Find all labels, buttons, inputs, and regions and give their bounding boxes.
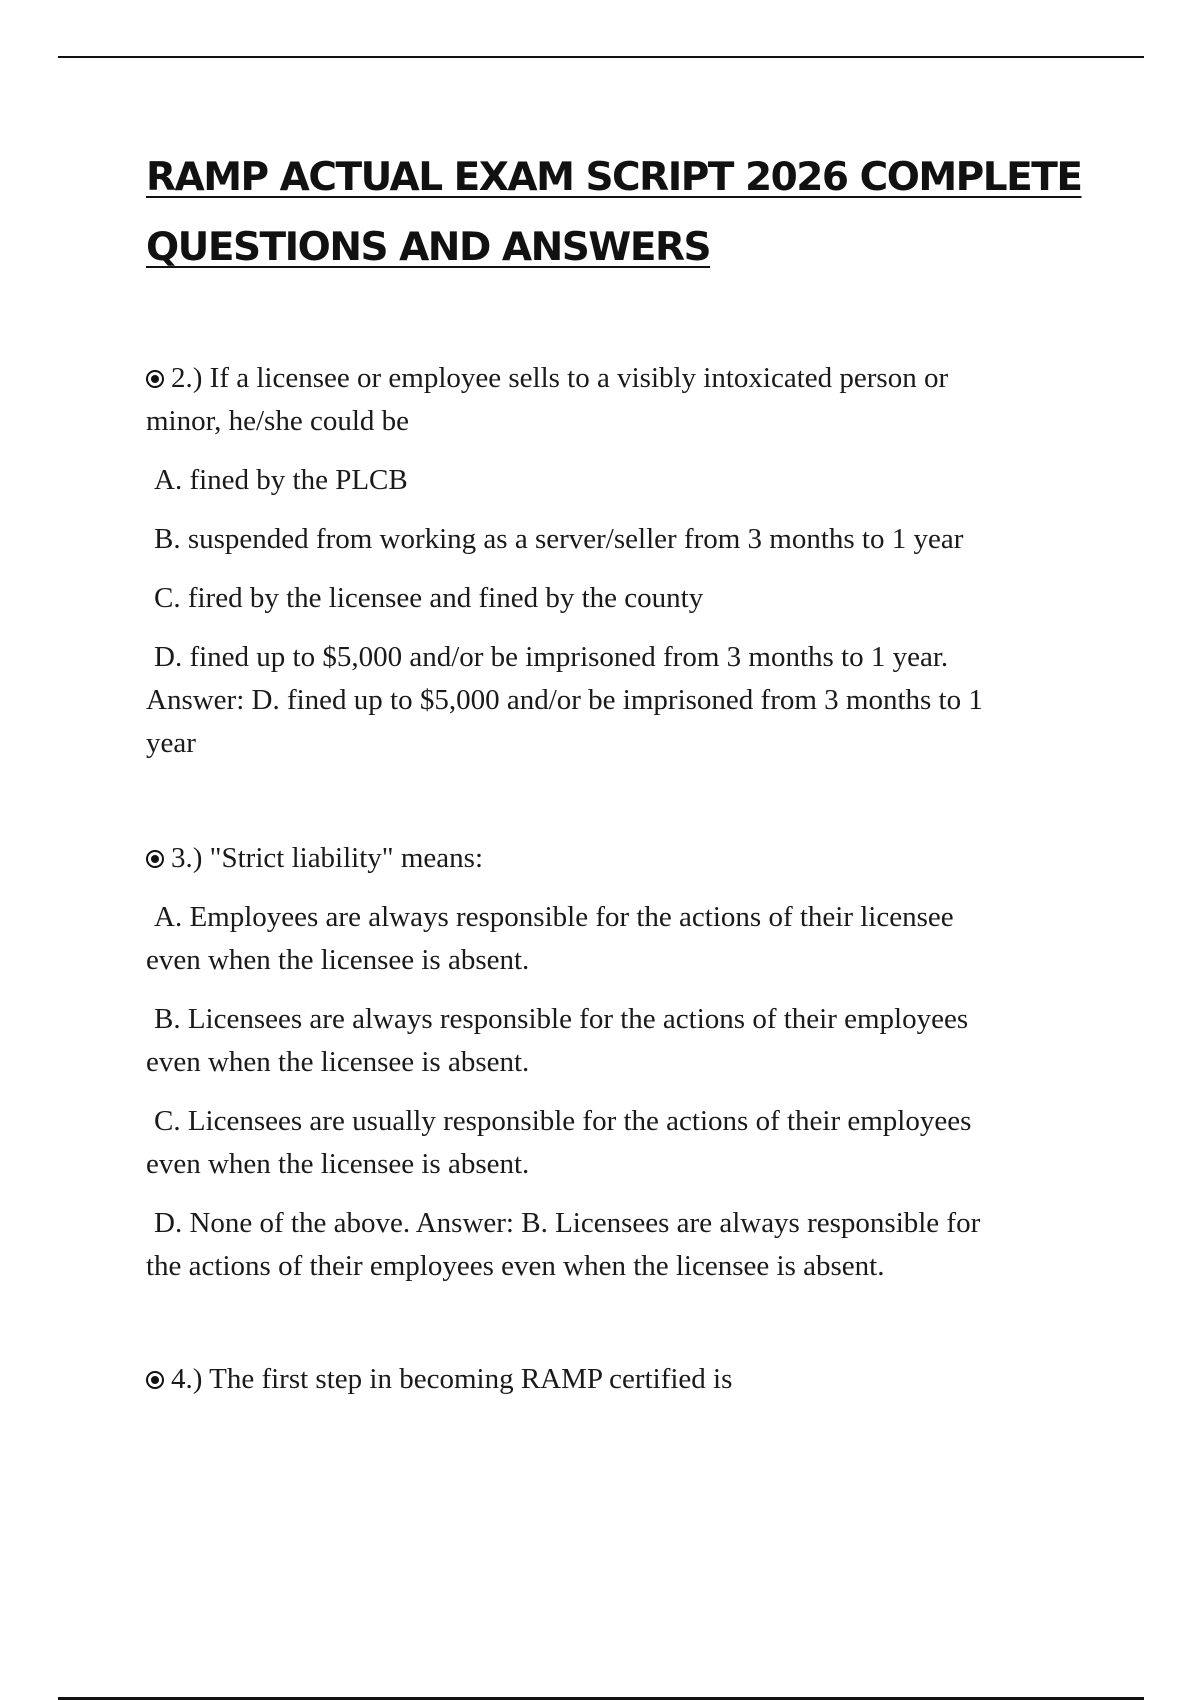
option-d: D. fined up to $5,000 and/or be imprisoned from 3 months to 1 year. Answer: D. fined up to $5,000 and/or be imprisoned from 3 months to 1 year [146, 641, 983, 759]
question-text: 4.) The first step in becoming RAMP certified is [146, 1358, 1096, 1401]
option-b: B. Licensees are always responsible for the actions of their employees even when the licensee is absent. [146, 1003, 969, 1078]
title-line-2: QUESTIONS AND ANSWERS [146, 225, 711, 270]
option-a: A. fined by the PLCB [154, 464, 408, 496]
answer-line-2: year [146, 727, 196, 759]
title-line-1: RAMP ACTUAL EXAM SCRIPT 2026 COMPLETE [146, 155, 1082, 200]
option-b: B. suspended from working as a server/seller from 3 months to 1 year [154, 523, 964, 555]
question-text: 2.) If a licensee or employee sells to a visibly intoxicated person or minor, he/she could be [146, 362, 949, 437]
top-rule [58, 56, 1144, 58]
document-body [146, 143, 1096, 1401]
question-block-3 [146, 837, 1096, 1288]
question-block-4 [146, 1358, 1096, 1401]
option-c: C. Licensees are usually responsible for the actions of their employees even when the licensee is absent. [146, 1105, 972, 1180]
question-text: 3.) "Strict liability" means: [146, 837, 1096, 880]
radio-bullet-icon [146, 370, 164, 388]
option-d: D. None of the above. Answer: B. Licensees are always responsible for the actions of their employees even when the licensee is absent. [146, 1207, 981, 1282]
option-c: C. fired by the licensee and fined by the county [154, 582, 704, 614]
answer-line-1: Answer: D. fined up to $5,000 and/or be imprisoned from 3 months to 1 [146, 684, 983, 716]
document-title [146, 143, 1096, 283]
option-a: A. Employees are always responsible for the actions of their licensee even when the licensee is absent. [146, 901, 954, 976]
question-block-2 [146, 357, 1096, 765]
radio-bullet-icon [146, 850, 164, 868]
radio-bullet-icon [146, 1371, 164, 1389]
